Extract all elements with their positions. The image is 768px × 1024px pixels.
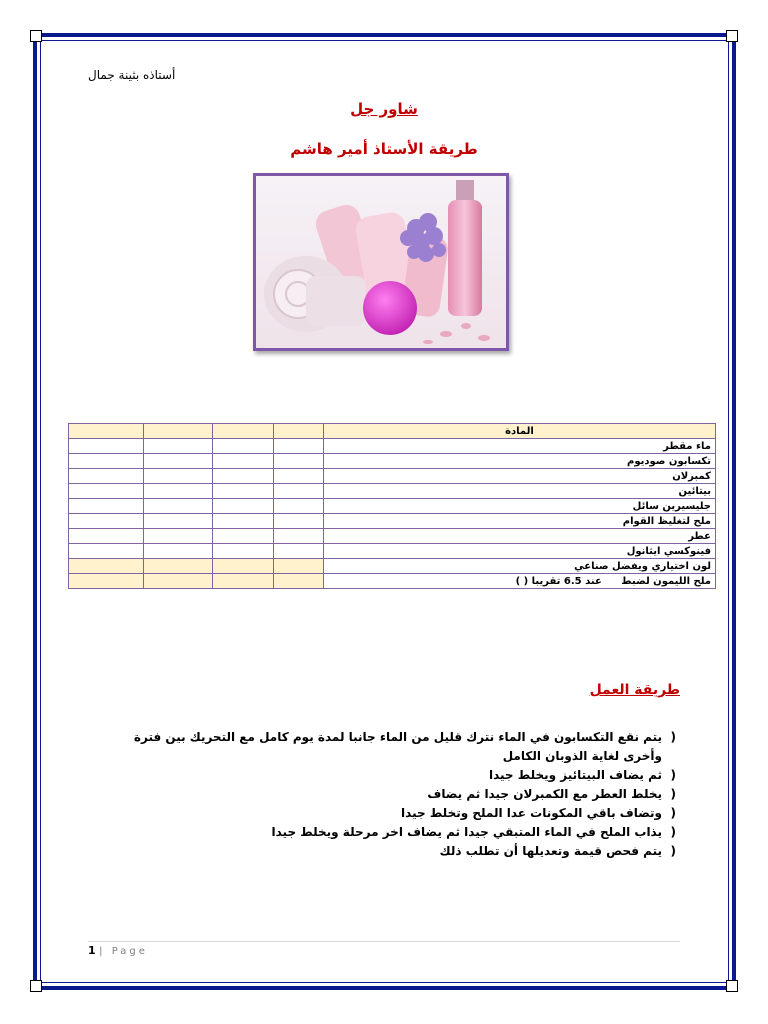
material-name: جليسيرين سائل: [323, 499, 715, 514]
material-name: فينوكسي ايثانول: [323, 544, 715, 559]
list-item: ( وتضاف باقي المكونات عدا الملح وتخلط جيدا: [401, 806, 676, 820]
document-title: شاور جل: [350, 100, 418, 118]
table-row: [69, 544, 716, 559]
table-row: [69, 484, 716, 499]
table-row: [69, 499, 716, 514]
table-row: [69, 574, 716, 589]
border-corner: [726, 30, 738, 42]
table-cell: [144, 424, 212, 439]
border-corner: [726, 980, 738, 992]
table-row: [69, 439, 716, 454]
list-item: ( ثم يضاف البيتائيز ويخلط جيدا: [488, 768, 676, 782]
step-text: يتم فحص قيمة وتعديلها أن تطلب ذلك: [439, 844, 662, 858]
footer-divider: [88, 941, 680, 942]
material-name: بيتائين: [323, 484, 715, 499]
document-subtitle: طريقة الأستاذ أمير هاشم: [290, 140, 478, 158]
table-row: [69, 559, 716, 574]
border-corner: [30, 30, 42, 42]
page-footer: [88, 944, 148, 957]
step-text: وتضاف باقي المكونات عدا الملح وتخلط جيدا: [401, 806, 662, 820]
table-cell: [69, 424, 144, 439]
material-name: كمبرلان: [323, 469, 715, 484]
page-label: | Page: [99, 946, 148, 957]
table-cell: [212, 424, 273, 439]
table-row: [69, 514, 716, 529]
method-steps-list: [106, 728, 676, 861]
list-item: ( يتم نقع التكسابون في الماء نترك قليل من الماء جانبا لمدة يوم كامل مع التحريك بين فترة وأخرى لغاية الذوبان الكامل: [133, 730, 676, 763]
material-name: عطر: [323, 529, 715, 544]
table-header-row: [69, 424, 716, 439]
ph-note: عند 6.5 تقريبا ( ): [515, 575, 602, 587]
materials-table: [68, 423, 716, 589]
list-item: ( يخلط العطر مع الكمبرلان جيدا ثم يضاف: [427, 787, 676, 801]
material-name: ملح لتغليظ القوام: [323, 514, 715, 529]
material-name: تكسابون صوديوم: [323, 454, 715, 469]
page-number: 1: [88, 944, 96, 957]
step-text: يذاب الملح في الماء المتبقي جيدا ثم يضاف اخر مرحلة ويخلط جيدا: [271, 825, 662, 839]
teacher-name: أستاذه بثينة جمال: [88, 68, 176, 82]
table-row: [69, 529, 716, 544]
material-name: ماء مقطر: [323, 439, 715, 454]
list-item: ( يذاب الملح في الماء المتبقي جيدا ثم يضاف اخر مرحلة ويخلط جيدا: [271, 825, 676, 839]
table-cell: [273, 424, 323, 439]
table-row: [69, 454, 716, 469]
step-text: يخلط العطر مع الكمبرلان جيدا ثم يضاف: [427, 787, 662, 801]
method-heading: طريقة العمل: [589, 682, 680, 698]
table-header-cell: المادة: [323, 424, 715, 439]
border-corner: [30, 980, 42, 992]
list-item: ( يتم فحص قيمة وتعديلها أن تطلب ذلك: [439, 844, 676, 858]
step-text: يتم نقع التكسابون في الماء نترك قليل من الماء جانبا لمدة يوم كامل مع التحريك بين فترة وأخرى لغاية الذوبان الكامل: [133, 730, 662, 763]
material-name-text: ملح الليمون لضبط: [621, 575, 711, 587]
step-text: ثم يضاف البيتائيز ويخلط جيدا: [488, 768, 662, 782]
table-row: [69, 469, 716, 484]
spa-products-photo: [253, 173, 509, 351]
material-name: لون اختياري ويفضل صناعي: [323, 559, 715, 574]
material-name: [323, 574, 715, 589]
